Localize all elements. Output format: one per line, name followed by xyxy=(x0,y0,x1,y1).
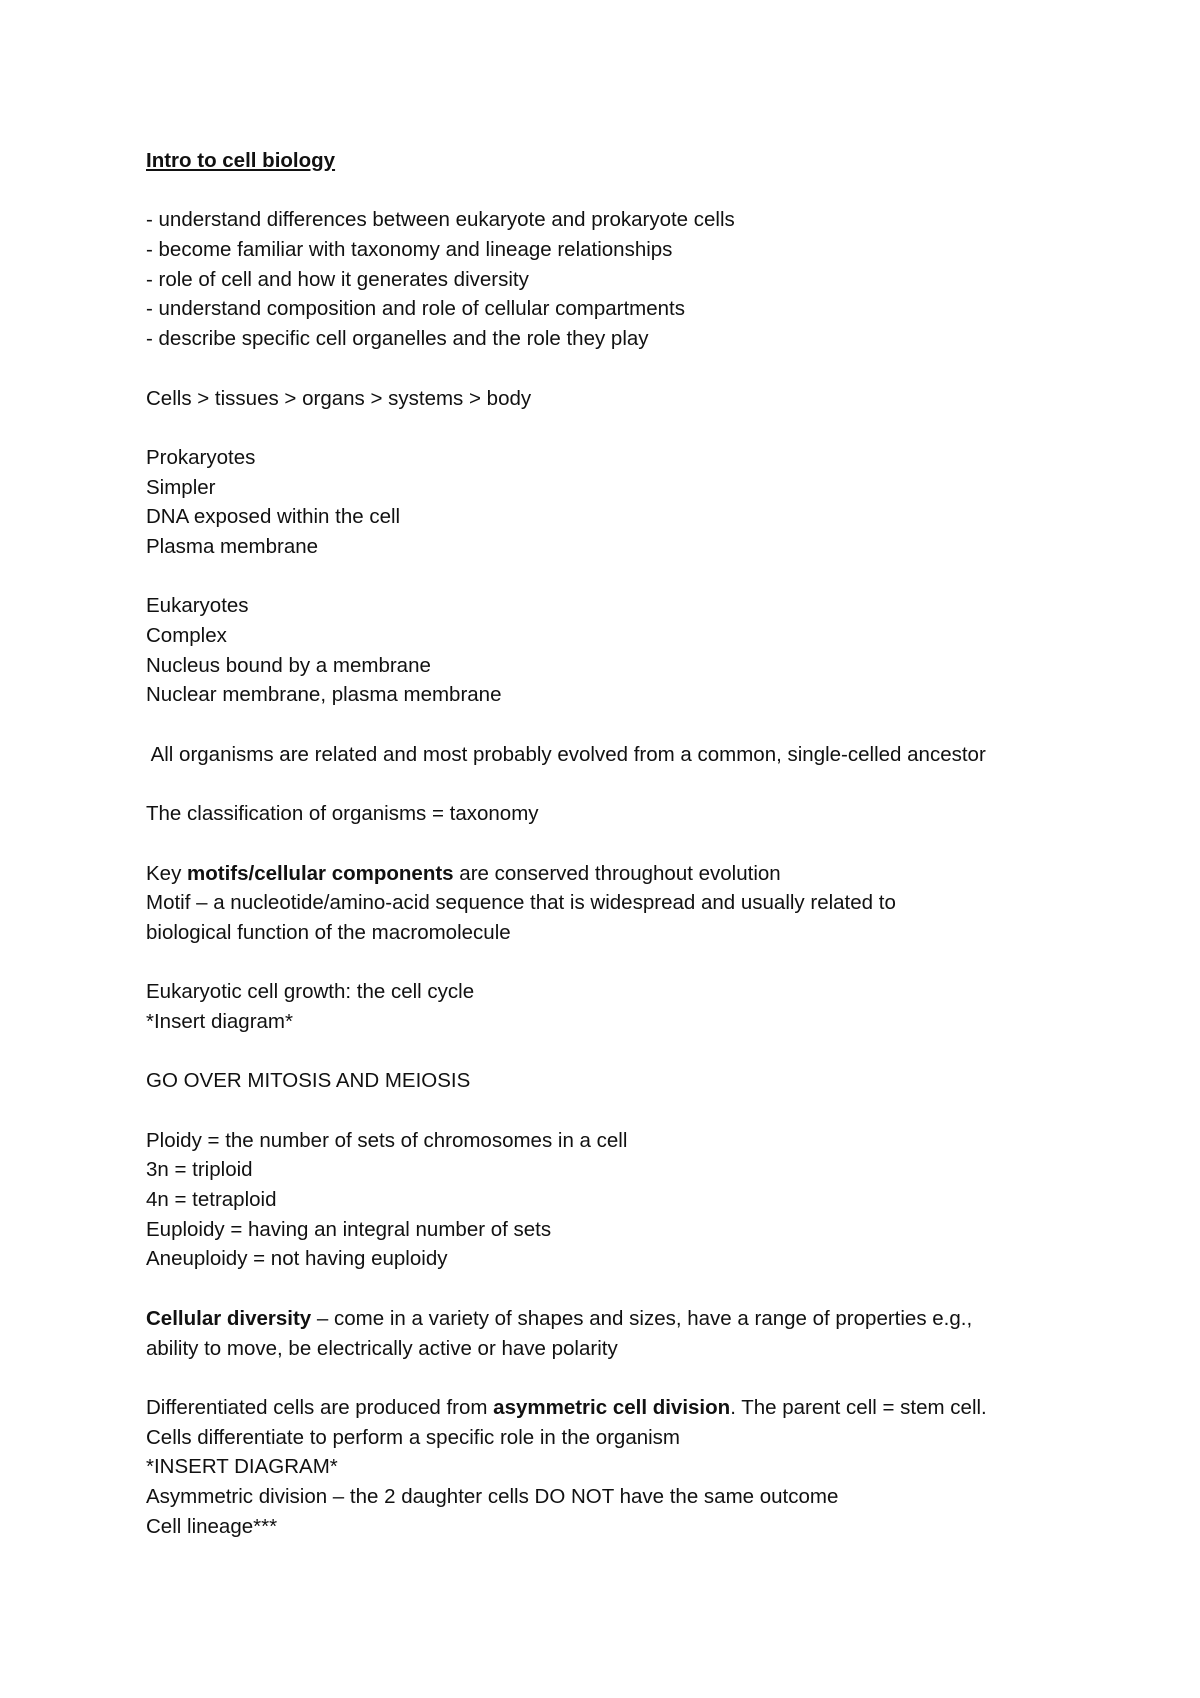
ploidy-line: Euploidy = having an integral number of sets xyxy=(146,1217,552,1241)
differentiation-item: *INSERT DIAGRAM* xyxy=(146,1455,338,1479)
differentiation-pre: Differentiated cells are produced from xyxy=(146,1395,494,1419)
spacer xyxy=(146,562,1146,592)
differentiation-bold: asymmetric cell division xyxy=(493,1395,731,1419)
diversity-line xyxy=(146,1304,1146,1334)
objective-item: - role of cell and how it generates diversity xyxy=(146,267,529,291)
spacer xyxy=(146,413,1146,443)
common-ancestor-line: All organisms are related and most probably evolved from a common, single-celled ancestor xyxy=(146,742,986,766)
motifs-pre: Key xyxy=(146,861,188,885)
prokaryotes-line: Plasma membrane xyxy=(146,534,319,558)
objective-item: - understand differences between eukaryote and prokaryote cells xyxy=(146,208,735,232)
ploidy-line: Ploidy = the number of sets of chromosomes in a cell xyxy=(146,1128,628,1152)
spacer xyxy=(146,1037,1146,1067)
taxonomy-line: The classification of organisms = taxonomy xyxy=(146,802,539,826)
differentiation-item: Cells differentiate to perform a specific role in the organism xyxy=(146,1425,681,1449)
objective-item: - describe specific cell organelles and the role they play xyxy=(146,327,649,351)
prokaryotes-line: DNA exposed within the cell xyxy=(146,505,401,529)
objective-item: - understand composition and role of cellular compartments xyxy=(146,297,685,321)
spacer xyxy=(146,354,1146,384)
differentiation-post: . The parent cell = stem cell. xyxy=(730,1395,987,1419)
ploidy-line: 4n = tetraploid xyxy=(146,1188,277,1212)
differentiation-item: Cell lineage*** xyxy=(146,1514,278,1538)
motifs-line xyxy=(146,859,1146,889)
document-page xyxy=(146,146,1146,1541)
eukaryotes-line: Nuclear membrane, plasma membrane xyxy=(146,683,502,707)
motif-definition-line: biological function of the macromolecule xyxy=(146,920,511,944)
spacer xyxy=(146,1274,1146,1304)
spacer xyxy=(146,829,1146,859)
motifs-post: are conserved throughout evolution xyxy=(453,861,781,885)
prokaryotes-heading: Prokaryotes xyxy=(146,445,256,469)
mitosis-note: GO OVER MITOSIS AND MEIOSIS xyxy=(146,1069,471,1093)
spacer xyxy=(146,710,1146,740)
ploidy-line: 3n = triploid xyxy=(146,1158,253,1182)
motifs-bold: motifs/cellular components xyxy=(187,861,454,885)
differentiation-line xyxy=(146,1393,1146,1423)
insert-diagram-note: *Insert diagram* xyxy=(146,1009,293,1033)
document-title: Intro to cell biology xyxy=(146,149,336,172)
spacer xyxy=(146,1363,1146,1393)
cell-cycle-line: Eukaryotic cell growth: the cell cycle xyxy=(146,980,475,1004)
differentiation-item: Asymmetric division – the 2 daughter cells DO NOT have the same outcome xyxy=(146,1484,839,1508)
ploidy-line: Aneuploidy = not having euploidy xyxy=(146,1247,448,1271)
diversity-post: – come in a variety of shapes and sizes, have a range of properties e.g., xyxy=(311,1306,973,1330)
motif-definition-line: Motif – a nucleotide/amino-acid sequence that is widespread and usually related to xyxy=(146,891,896,915)
eukaryotes-heading: Eukaryotes xyxy=(146,594,249,618)
spacer xyxy=(146,176,1146,206)
diversity-line-2: ability to move, be electrically active or have polarity xyxy=(146,1336,618,1360)
eukaryotes-line: Complex xyxy=(146,624,227,647)
objective-item: - become familiar with taxonomy and lineage relationships xyxy=(146,238,673,262)
prokaryotes-line: Simpler xyxy=(146,475,216,499)
spacer xyxy=(146,948,1146,978)
hierarchy-line: Cells > tissues > organs > systems > body xyxy=(146,386,532,410)
spacer xyxy=(146,1096,1146,1126)
eukaryotes-line: Nucleus bound by a membrane xyxy=(146,653,431,677)
diversity-bold: Cellular diversity xyxy=(146,1306,312,1330)
spacer xyxy=(146,769,1146,799)
